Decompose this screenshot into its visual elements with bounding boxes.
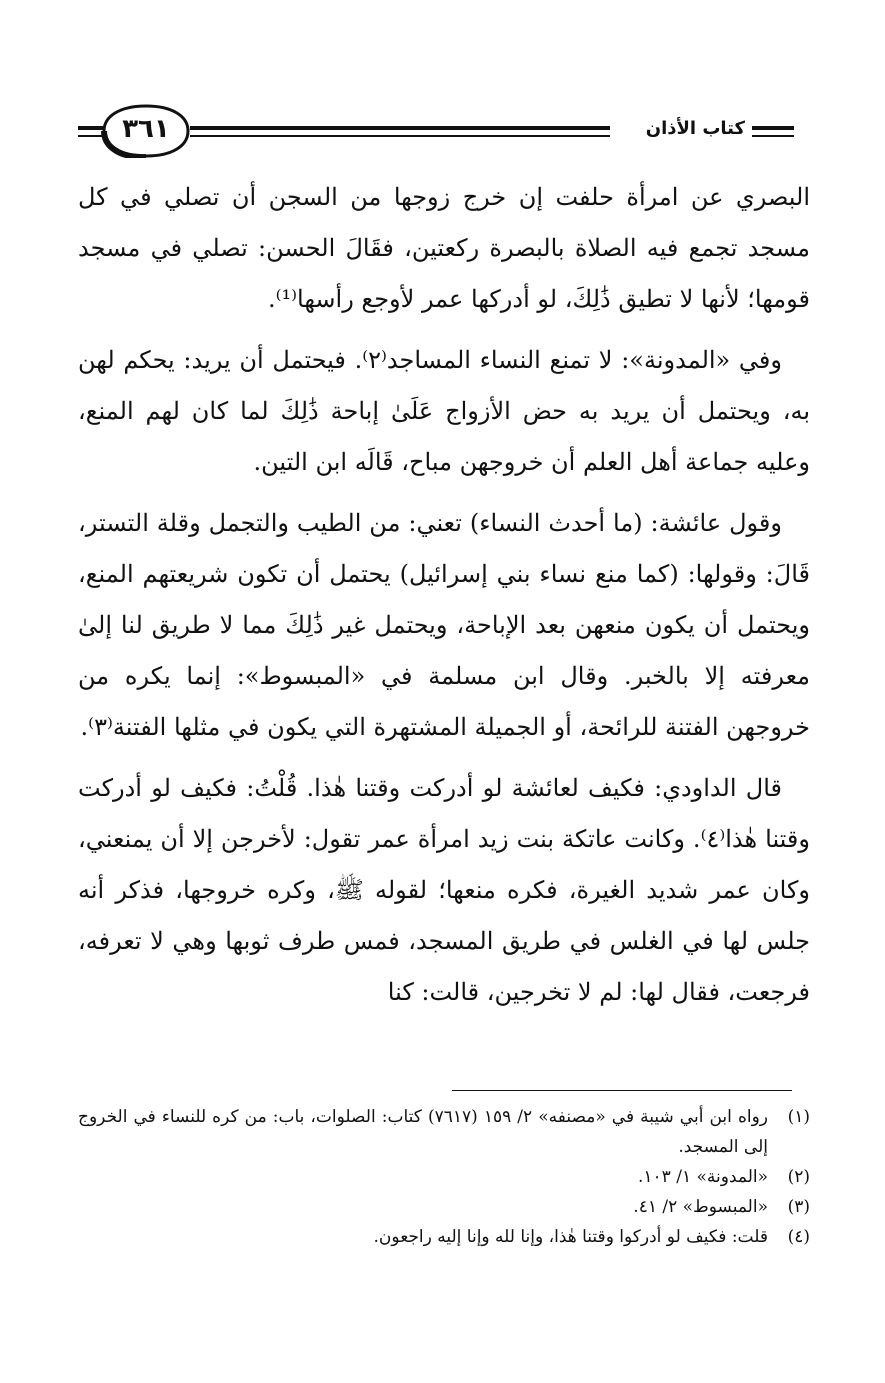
footnote-text: «المدونة» ١/ ١٠٣. [637, 1167, 768, 1187]
main-text [78, 172, 810, 1018]
footnote-text: قلت: فكيف لو أدركوا وقتنا هٰذا، وإنا لله وإنا إليه راجعون. [373, 1227, 768, 1247]
paragraph: وقول عائشة: (ما أحدث النساء) تعني: من الطيب والتجمل وقلة التستر، قَالَ: وقولها: (كما منع نساء بني إسرائيل) يحتمل أن تكون شريعتهم المنع، ويحتمل أن يكون منعهن بعد الإباحة، ويحتمل غير ذَٰلِكَ مما لا طريق لنا إلىٰ معرفته إلا بالخبر. وقال ابن مسلمة في «المبسوط»: إنما يكره من خروجهن الفتنة للرائحة، أو الجميلة المشتهرة التي يكون في مثلها الفتنة⁽٣⁾. [78, 509, 811, 741]
footnote-item [78, 1162, 810, 1192]
paragraph: وفي «المدونة»: لا تمنع النساء المساجد⁽٢⁾. فيحتمل أن يريد: يحكم لهن به، ويحتمل أن يريد به حض الأزواج عَلَىٰ إباحة ذَٰلِكَ لما كان لهم المنع، وعليه جماعة أهل العلم أن خروجهن مباح، قَالَه ابن التين. [78, 346, 810, 476]
footnotes [78, 1102, 810, 1252]
footnote-number: (١) [787, 1107, 810, 1127]
footnote-number: (٤) [787, 1227, 810, 1247]
footnote-number: (٢) [787, 1167, 810, 1187]
footnote-item [78, 1102, 810, 1162]
header-rule-middle-thin [190, 135, 610, 137]
header-rule-middle [190, 126, 610, 130]
header-rule-right-thin [752, 135, 794, 137]
footnote-text: «المبسوط» ٢/ ٤١. [633, 1197, 768, 1217]
footnote-item [78, 1192, 810, 1222]
footnote-text: رواه ابن أبي شيبة في «مصنفه» ٢/ ١٥٩ (٧٦١٧) كتاب: الصلوات، باب: من كره للنساء في الخروج إلى المسجد. [78, 1107, 768, 1157]
footnote-number: (٣) [787, 1197, 810, 1217]
footnote-separator [452, 1090, 792, 1091]
paragraph: قال الداودي: فكيف لعائشة لو أدركت وقتنا هٰذا. قُلْتُ: فكيف لو أدركت وقتنا هٰذا⁽٤⁾. وكانت عاتكة بنت زيد امرأة عمر تقول: لأخرجن إلا أن يمنعني، وكان عمر شديد الغيرة، فكره منعها؛ لقوله ﷺ، وكره خروجها، فذكر أنه جلس لها في الغلس في طريق المسجد، فمس طرف ثوبها وهي لا تعرفه، فرجعت، فقال لها: لم لا تخرجين، قالت: كنا [78, 774, 810, 1006]
header-rule-right [752, 126, 794, 130]
page-header [0, 100, 885, 170]
header-rule-left [78, 126, 104, 130]
page-number: ٣٦١ [122, 114, 170, 144]
running-title: كتاب الأذان [645, 118, 745, 139]
header-rule-left-thin [78, 135, 104, 137]
paragraph: البصري عن امرأة حلفت إن خرج زوجها من السجن أن تصلي في كل مسجد تجمع فيه الصلاة بالبصرة ركعتين، فقَالَ الحسن: تصلي في مسجد قومها؛ لأنها لا تطيق ذَٰلِكَ، لو أدركها عمر لأوجع رأسها⁽¹⁾. [78, 183, 810, 313]
footnote-item [78, 1222, 810, 1252]
